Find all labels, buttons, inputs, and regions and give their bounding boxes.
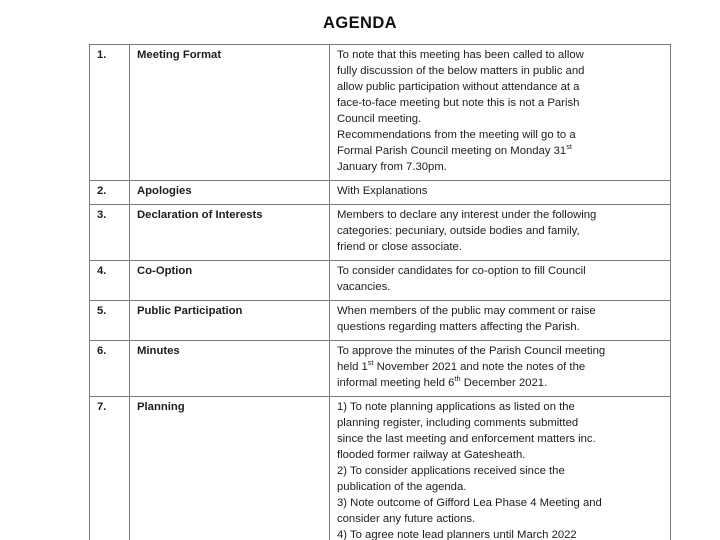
agenda-item-description bbox=[330, 260, 671, 300]
agenda-item-title: Co-Option bbox=[130, 260, 330, 300]
description-line: face-to-face meeting but note this is not a Parish bbox=[337, 96, 580, 109]
description-line: 4) To agree note lead planners until March 2022 bbox=[337, 528, 577, 540]
description-line: 1) To note planning applications as listed on the bbox=[337, 400, 575, 413]
agenda-item-number: 3. bbox=[90, 204, 130, 260]
agenda-item-number: 7. bbox=[90, 396, 130, 540]
description-line: held 1st November 2021 and note the notes of the bbox=[337, 357, 586, 373]
agenda-item-description bbox=[330, 340, 671, 396]
description-line: vacancies. bbox=[337, 280, 391, 293]
table-row bbox=[90, 340, 671, 396]
agenda-item-title: Meeting Format bbox=[130, 45, 330, 181]
agenda-item-title: Apologies bbox=[130, 180, 330, 204]
table-row bbox=[90, 260, 671, 300]
page-title: AGENDA bbox=[323, 14, 397, 32]
description-line: When members of the public may comment or raise bbox=[337, 304, 596, 317]
description-line: Formal Parish Council meeting on Monday 31st bbox=[337, 142, 572, 157]
table-row bbox=[90, 45, 671, 181]
agenda-item-description bbox=[330, 396, 671, 540]
description-line: since the last meeting and enforcement matters inc. bbox=[337, 432, 596, 445]
description-line: To note that this meeting has been called to allow bbox=[337, 49, 584, 61]
agenda-item-number: 2. bbox=[90, 180, 130, 204]
agenda-item-title: Minutes bbox=[130, 340, 330, 396]
description-line: publication of the agenda. bbox=[337, 480, 467, 493]
agenda-table bbox=[89, 44, 671, 540]
agenda-item-description bbox=[330, 45, 671, 181]
agenda-item-number: 4. bbox=[90, 260, 130, 300]
description-line: To approve the minutes of the Parish Council meeting bbox=[337, 344, 606, 357]
description-line: friend or close associate. bbox=[337, 240, 462, 253]
description-line: fully discussion of the below matters in public and bbox=[337, 64, 585, 77]
description-line: With Explanations bbox=[337, 184, 428, 197]
description-line: Recommendations from the meeting will go to a bbox=[337, 128, 576, 141]
description-line: Council meeting. bbox=[337, 112, 422, 125]
table-row bbox=[90, 396, 671, 540]
agenda-item-description bbox=[330, 180, 671, 204]
agenda-item-number: 1. bbox=[90, 45, 130, 181]
table-row bbox=[90, 300, 671, 340]
agenda-item-number: 5. bbox=[90, 300, 130, 340]
agenda-item-description bbox=[330, 204, 671, 260]
table-row bbox=[90, 204, 671, 260]
agenda-item-title: Declaration of Interests bbox=[130, 204, 330, 260]
agenda-item-number: 6. bbox=[90, 340, 130, 396]
description-line: consider any future actions. bbox=[337, 512, 476, 525]
agenda-item-description bbox=[330, 300, 671, 340]
description-line: 2) To consider applications received since the bbox=[337, 464, 565, 477]
description-line: January from 7.30pm. bbox=[337, 160, 447, 173]
agenda-item-title: Planning bbox=[130, 396, 330, 540]
description-line: To consider candidates for co-option to fill Council bbox=[337, 264, 586, 277]
description-line: flooded former railway at Gatesheath. bbox=[337, 448, 526, 461]
description-line: questions regarding matters affecting the Parish. bbox=[337, 320, 580, 333]
description-line: planning register, including comments submitted bbox=[337, 416, 579, 429]
table-row bbox=[90, 180, 671, 204]
agenda-table-body bbox=[90, 45, 671, 540]
description-line: 3) Note outcome of Gifford Lea Phase 4 Meeting and bbox=[337, 496, 602, 509]
description-line: categories: pecuniary, outside bodies and family, bbox=[337, 224, 580, 237]
description-line: allow public participation without attendance at a bbox=[337, 80, 580, 93]
agenda-item-title: Public Participation bbox=[130, 300, 330, 340]
description-line: Members to declare any interest under the following bbox=[337, 208, 597, 221]
description-line: informal meeting held 6th December 2021. bbox=[337, 373, 548, 389]
